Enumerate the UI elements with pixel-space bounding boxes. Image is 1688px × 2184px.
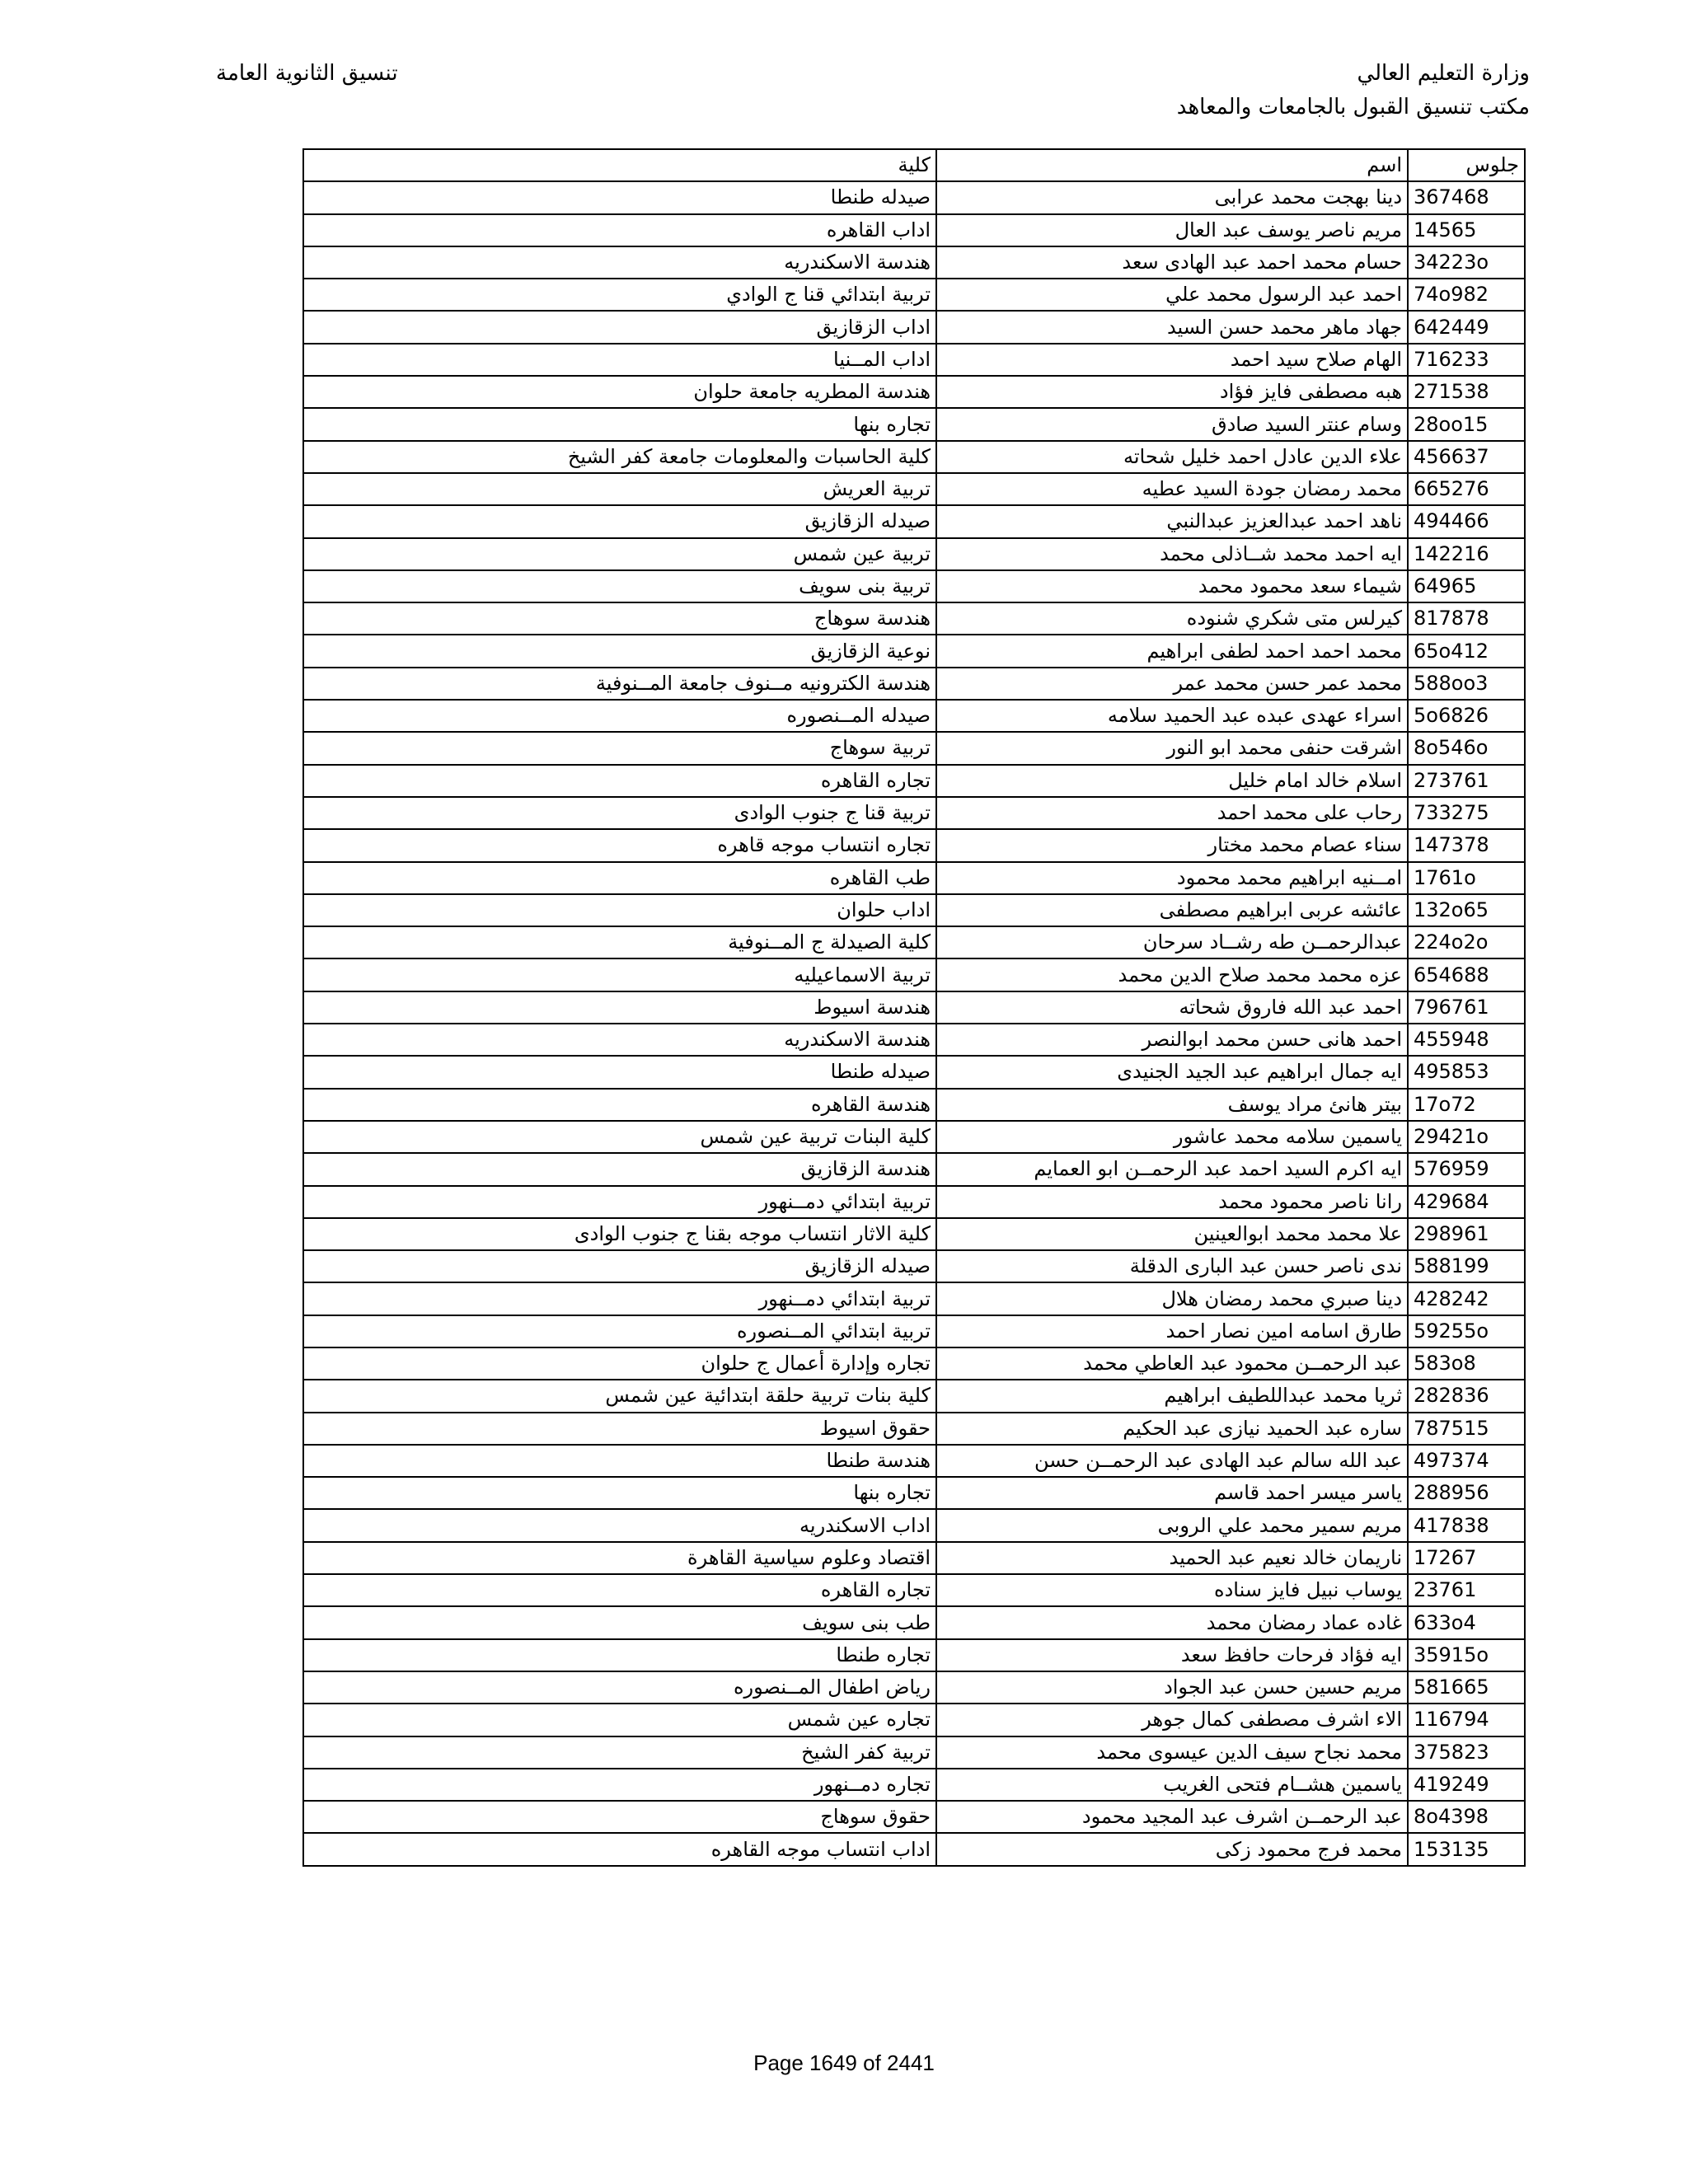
faculty-cell: صيدله الزقازيق [303,505,936,537]
faculty-cell: اداب الزقازيق [303,311,936,343]
seat-number-cell: 273761 [1408,765,1525,797]
table-row [303,700,1525,732]
student-name-cell: طارق اسامه امين نصار احمد [936,1315,1408,1347]
student-name-cell: ياسمين سلامه محمد عاشور [936,1121,1408,1153]
table-row [303,1186,1525,1218]
student-name-cell: ياسمين هشــام فتحى الغريب [936,1769,1408,1801]
seat-number-cell: 224o2o [1408,926,1525,958]
seat-number-cell: 271538 [1408,376,1525,408]
faculty-cell: كلية الحاسبات والمعلومات جامعة كفر الشيخ [303,441,936,473]
seat-number-cell: 8o546o [1408,732,1525,764]
table-row [303,1024,1525,1056]
faculty-cell: تربية عين شمس [303,538,936,570]
table-row [303,829,1525,861]
student-name-cell: ثريا محمد عبداللطيف ابراهيم [936,1380,1408,1412]
seat-number-cell: 429684 [1408,1186,1525,1218]
student-name-cell: امــنيه ابراهيم محمد محمود [936,862,1408,894]
student-name-cell: ايه فؤاد فرحات حافظ سعد [936,1639,1408,1671]
seat-number-cell: 633o4 [1408,1606,1525,1638]
table-row [303,894,1525,926]
student-name-cell: مريم حسين حسن عبد الجواد [936,1671,1408,1704]
faculty-cell: اقتصاد وعلوم سياسية القاهرة [303,1542,936,1574]
seat-number-cell: 132o65 [1408,894,1525,926]
student-name-cell: عائشه عربى ابراهيم مصطفى [936,894,1408,926]
student-name-cell: دينا صبري محمد رمضان هلال [936,1282,1408,1315]
seat-number-cell: 581665 [1408,1671,1525,1704]
student-name-cell: عبد الله سالم عبد الهادى عبد الرحمــن حسن [936,1445,1408,1477]
faculty-cell: كلية بنات تربية حلقة ابتدائية عين شمس [303,1380,936,1412]
seat-number-cell: 455948 [1408,1024,1525,1056]
seat-number-cell: 417838 [1408,1509,1525,1541]
ministry-title: وزارة التعليم العالي [1357,61,1530,86]
table-row [303,1671,1525,1704]
student-name-cell: غاده عماد رمضان محمد [936,1606,1408,1638]
seat-number-cell: 642449 [1408,311,1525,343]
seat-number-cell: 497374 [1408,1445,1525,1477]
faculty-cell: تربية ابتدائي دمــنهور [303,1282,936,1315]
student-name-cell: اسراء عهدى عبده عبد الحميد سلامه [936,700,1408,732]
student-name-cell: وسام عنتر السيد صادق [936,408,1408,440]
student-name-cell: دينا بهجت محمد عرابى [936,181,1408,213]
faculty-cell: صيدله طنطا [303,181,936,213]
faculty-cell: تربية كفر الشيخ [303,1736,936,1769]
faculty-cell: تربية ابتدائي قنا ج الوادي [303,279,936,311]
faculty-cell: هندسة الاسكندريه [303,1024,936,1056]
faculty-cell: كلية الاثار انتساب موجه بقنا ج جنوب الوادى [303,1218,936,1250]
student-name-cell: ساره عبد الحميد نيازى عبد الحكيم [936,1413,1408,1445]
seat-number-cell: 153135 [1408,1833,1525,1865]
faculty-cell: تجاره طنطا [303,1639,936,1671]
table-row [303,1639,1525,1671]
admissions-table-body [303,149,1525,1866]
student-name-cell: احمد عبد الرسول محمد علي [936,279,1408,311]
seat-number-cell: 733275 [1408,797,1525,829]
table-row [303,538,1525,570]
faculty-cell: تربية قنا ج جنوب الوادى [303,797,936,829]
seat-number-cell: 796761 [1408,991,1525,1024]
student-name-cell: رانا ناصر محمود محمد [936,1186,1408,1218]
table-row [303,958,1525,991]
table-row [303,926,1525,958]
seat-number-cell: 716233 [1408,344,1525,376]
seat-number-cell: 142216 [1408,538,1525,570]
table-row [303,602,1525,635]
table-row [303,1509,1525,1541]
faculty-cell: هندسة طنطا [303,1445,936,1477]
table-row [303,570,1525,602]
table-row [303,1801,1525,1833]
faculty-cell: تربية ابتدائي المــنصوره [303,1315,936,1347]
student-name-cell: محمد عمر حسن محمد عمر [936,668,1408,700]
faculty-cell: هندسة المطريه جامعة حلوان [303,376,936,408]
table-row [303,991,1525,1024]
seat-number-cell: 8o4398 [1408,1801,1525,1833]
student-name-cell: مريم سمير محمد علي الروبى [936,1509,1408,1541]
table-row [303,181,1525,213]
faculty-cell: حقوق اسيوط [303,1413,936,1445]
table-row [303,376,1525,408]
faculty-cell: اداب انتساب موجه القاهره [303,1833,936,1865]
seat-number-cell: 17267 [1408,1542,1525,1574]
faculty-cell: صيدله المــنصوره [303,700,936,732]
faculty-cell: اداب المــنيا [303,344,936,376]
table-row [303,1315,1525,1347]
faculty-cell: تجاره القاهره [303,765,936,797]
column-header-name: اسم [936,149,1408,181]
seat-number-cell: 588oo3 [1408,668,1525,700]
table-row [303,1250,1525,1282]
student-name-cell: سناء عصام محمد مختار [936,829,1408,861]
student-name-cell: محمد رمضان جودة السيد عطيه [936,473,1408,505]
student-name-cell: الاء اشرف مصطفى كمال جوهر [936,1704,1408,1736]
student-name-cell: علا محمد محمد ابوالعينين [936,1218,1408,1250]
seat-number-cell: 74o982 [1408,279,1525,311]
student-name-cell: ايه اكرم السيد احمد عبد الرحمــن ابو العمايم [936,1153,1408,1185]
student-name-cell: ياسر ميسر احمد قاسم [936,1477,1408,1509]
faculty-cell: هندسة القاهره [303,1089,936,1121]
seat-number-cell: 817878 [1408,602,1525,635]
student-name-cell: يوساب نبيل فايز سناده [936,1574,1408,1606]
student-name-cell: احمد هانى حسن محمد ابوالنصر [936,1024,1408,1056]
student-name-cell: ايه احمد محمد شــاذلى محمد [936,538,1408,570]
seat-number-cell: 367468 [1408,181,1525,213]
student-name-cell: عبد الرحمــن محمود عبد العاطي محمد [936,1347,1408,1380]
table-row [303,668,1525,700]
seat-number-cell: 35915o [1408,1639,1525,1671]
faculty-cell: اداب حلوان [303,894,936,926]
faculty-cell: تربية الاسماعيليه [303,958,936,991]
student-name-cell: ايه جمال ابراهيم عبد الجيد الجنيدى [936,1056,1408,1088]
faculty-cell: تجاره بنها [303,1477,936,1509]
table-row [303,732,1525,764]
table-row [303,1704,1525,1736]
seat-number-cell: 14565 [1408,214,1525,246]
student-name-cell: شيماء سعد محمود محمد [936,570,1408,602]
faculty-cell: تجاره وإدارة أعمال ج حلوان [303,1347,936,1380]
seat-number-cell: 494466 [1408,505,1525,537]
table-row [303,1445,1525,1477]
faculty-cell: هندسة اسيوط [303,991,936,1024]
seat-number-cell: 456637 [1408,441,1525,473]
faculty-cell: رياض اطفال المــنصوره [303,1671,936,1704]
faculty-cell: تجاره دمــنهور [303,1769,936,1801]
faculty-cell: هندسة الاسكندريه [303,246,936,279]
table-row [303,311,1525,343]
student-name-cell: اسلام خالد امام خليل [936,765,1408,797]
table-row [303,1218,1525,1250]
table-row [303,441,1525,473]
column-header-seat: جلوس [1408,149,1525,181]
faculty-cell: حقوق سوهاج [303,1801,936,1833]
table-row [303,344,1525,376]
table-row [303,1121,1525,1153]
faculty-cell: تربية العريش [303,473,936,505]
table-row [303,1282,1525,1315]
student-name-cell: ندى ناصر حسن عبد البارى الدقلة [936,1250,1408,1282]
faculty-cell: هندسة الزقازيق [303,1153,936,1185]
seat-number-cell: 665276 [1408,473,1525,505]
student-name-cell: رحاب على محمد احمد [936,797,1408,829]
seat-number-cell: 34223o [1408,246,1525,279]
student-name-cell: ناريمان خالد نعيم عبد الحميد [936,1542,1408,1574]
student-name-cell: عبدالرحمــن طه رشــاد سرحان [936,926,1408,958]
faculty-cell: تربية بنى سويف [303,570,936,602]
student-name-cell: ناهد احمد عبدالعزيز عبدالنبي [936,505,1408,537]
table-row [303,1056,1525,1088]
table-header-row [303,149,1525,181]
table-row [303,1413,1525,1445]
student-name-cell: حسام محمد احمد عبد الهادى سعد [936,246,1408,279]
seat-number-cell: 23761 [1408,1574,1525,1606]
faculty-cell: صيدله الزقازيق [303,1250,936,1282]
seat-number-cell: 298961 [1408,1218,1525,1250]
student-name-cell: الهام صلاح سيد احمد [936,344,1408,376]
seat-number-cell: 588199 [1408,1250,1525,1282]
seat-number-cell: 428242 [1408,1282,1525,1315]
seat-number-cell: 654688 [1408,958,1525,991]
faculty-cell: تجاره بنها [303,408,936,440]
seat-number-cell: 17o72 [1408,1089,1525,1121]
table-row [303,635,1525,667]
table-row [303,765,1525,797]
student-name-cell: اشرقت حنفى محمد ابو النور [936,732,1408,764]
table-row [303,505,1525,537]
seat-number-cell: 419249 [1408,1769,1525,1801]
faculty-cell: كلية الصيدلة ج المــنوفية [303,926,936,958]
seat-number-cell: 576959 [1408,1153,1525,1185]
seat-number-cell: 1761o [1408,862,1525,894]
program-title: تنسيق الثانوية العامة [216,61,398,86]
table-row [303,1833,1525,1865]
table-row [303,1477,1525,1509]
table-row [303,473,1525,505]
admissions-table [302,148,1526,1867]
seat-number-cell: 147378 [1408,829,1525,861]
seat-number-cell: 59255o [1408,1315,1525,1347]
student-name-cell: محمد احمد احمد لطفى ابراهيم [936,635,1408,667]
faculty-cell: طب القاهره [303,862,936,894]
faculty-cell: اداب القاهره [303,214,936,246]
office-title: مكتب تنسيق القبول بالجامعات والمعاهد [1176,95,1530,120]
student-name-cell: محمد نجاح سيف الدين عيسوى محمد [936,1736,1408,1769]
student-name-cell: بيتر هانئ مراد يوسف [936,1089,1408,1121]
student-name-cell: عبد الرحمــن اشرف عبد المجيد محمود [936,1801,1408,1833]
faculty-cell: تربية ابتدائي دمــنهور [303,1186,936,1218]
seat-number-cell: 495853 [1408,1056,1525,1088]
page-number: Page 1649 of 2441 [753,2050,935,2075]
column-header-faculty: كلية [303,149,936,181]
student-name-cell: هبه مصطفى فايز فؤاد [936,376,1408,408]
table-row [303,1380,1525,1412]
table-row [303,214,1525,246]
student-name-cell: عزه محمد محمد صلاح الدين محمد [936,958,1408,991]
table-row [303,1769,1525,1801]
faculty-cell: صيدله طنطا [303,1056,936,1088]
table-row [303,1542,1525,1574]
seat-number-cell: 282836 [1408,1380,1525,1412]
seat-number-cell: 29421o [1408,1121,1525,1153]
faculty-cell: طب بنى سويف [303,1606,936,1638]
seat-number-cell: 288956 [1408,1477,1525,1509]
faculty-cell: تربية سوهاج [303,732,936,764]
faculty-cell: هندسة الكترونيه مــنوف جامعة المــنوفية [303,668,936,700]
table-row [303,1574,1525,1606]
faculty-cell: كلية البنات تربية عين شمس [303,1121,936,1153]
seat-number-cell: 787515 [1408,1413,1525,1445]
seat-number-cell: 116794 [1408,1704,1525,1736]
faculty-cell: نوعية الزقازيق [303,635,936,667]
faculty-cell: تجاره عين شمس [303,1704,936,1736]
student-name-cell: كيرلس متى شكري شنوده [936,602,1408,635]
table-row [303,1153,1525,1185]
seat-number-cell: 5o6826 [1408,700,1525,732]
seat-number-cell: 375823 [1408,1736,1525,1769]
table-row [303,246,1525,279]
faculty-cell: اداب الاسكندريه [303,1509,936,1541]
faculty-cell: تجاره القاهره [303,1574,936,1606]
faculty-cell: تجاره انتساب موجه قاهره [303,829,936,861]
seat-number-cell: 64965 [1408,570,1525,602]
seat-number-cell: 28oo15 [1408,408,1525,440]
seat-number-cell: 65o412 [1408,635,1525,667]
student-name-cell: مريم ناصر يوسف عبد العال [936,214,1408,246]
seat-number-cell: 583o8 [1408,1347,1525,1380]
table-row [303,1347,1525,1380]
student-name-cell: جهاد ماهر محمد حسن السيد [936,311,1408,343]
table-row [303,1736,1525,1769]
table-row [303,797,1525,829]
table-row [303,1606,1525,1638]
table-row [303,862,1525,894]
table-row [303,1089,1525,1121]
faculty-cell: هندسة سوهاج [303,602,936,635]
student-name-cell: احمد عبد الله فاروق شحاته [936,991,1408,1024]
table-row [303,408,1525,440]
student-name-cell: علاء الدين عادل احمد خليل شحاته [936,441,1408,473]
table-row [303,279,1525,311]
student-name-cell: محمد فرج محمود زكى [936,1833,1408,1865]
